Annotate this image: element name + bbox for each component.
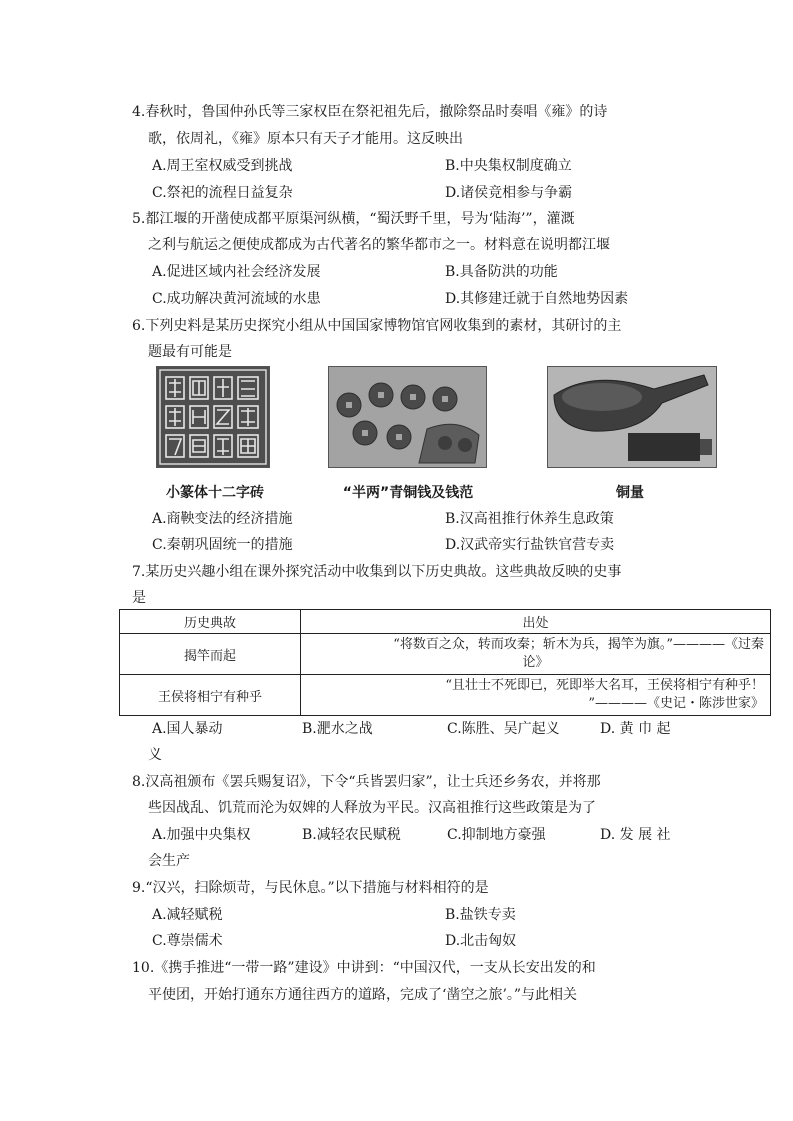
banliang-coins-image	[328, 366, 487, 468]
q8-option-a: A.加强中央集权	[152, 827, 251, 843]
q9-option-a: A.减轻赋税	[152, 907, 223, 923]
q6-option-d: D.汉武帝实行盐铁官营专卖	[445, 537, 615, 553]
q8-option-c: C.抑制地方豪强	[447, 827, 546, 843]
q5-option-b: B.具备防洪的功能	[445, 264, 558, 280]
caption-banliang-coins: “半两”青铜钱及钱范	[342, 485, 474, 501]
q7-option-a: A.国人暴动	[152, 721, 223, 737]
q5-stem-line2: 之利与航运之便使成都成为古代著名的繁华都市之一。材料意在说明都江堰	[148, 237, 610, 253]
q6-option-c: C.秦朝巩固统一的措施	[152, 537, 293, 553]
q8-stem-line2: 些因战乱、饥荒而沦为奴婢的人释放为平民。汉高祖推行这些政策是为了	[148, 800, 596, 816]
q8-stem-line1: 8.汉高祖颁布《罢兵赐复诏》，下令“兵皆罢归家”，让士兵还乡务农，并将那	[132, 774, 601, 790]
row2-allusion: 王侯将相宁有种乎	[120, 675, 301, 716]
q5-stem-line1: 5.都江堰的开凿使成都平原渠河纵横，“蜀沃野千里，号为‘陆海’”，灌溉	[132, 211, 575, 227]
historical-allusion-table	[119, 609, 771, 716]
q6-option-b: B.汉高祖推行休养生息政策	[445, 511, 614, 527]
row2-source-line2: ”————《史记・陈涉世家》	[588, 696, 764, 711]
q7-stem-line2: 是	[132, 590, 146, 606]
row1-source-line1: “将数百之众，转而攻秦；斩木为兵，揭竿为旗。”————《过秦	[393, 637, 764, 652]
q9-option-b: B.盐铁专卖	[445, 907, 516, 923]
seal-script-brick-image	[156, 366, 270, 468]
row2-source-line1: “且壮士不死即已，死即举大名耳，王侯将相宁有种乎！	[445, 678, 764, 693]
q5-option-a: A.促进区域内社会经济发展	[152, 264, 321, 280]
row1-allusion: 揭竿而起	[120, 634, 301, 675]
table-row	[120, 634, 771, 675]
header-source: 出处	[301, 610, 771, 634]
q9-stem-line1: 9.“汉兴，扫除烦苛，与民休息。”以下措施与材料相符的是	[132, 880, 489, 896]
q4-option-c: C.祭祀的流程日益复杂	[152, 185, 293, 201]
q9-option-d: D.北击匈奴	[445, 933, 517, 949]
q4-stem-line1: 4.春秋时，鲁国仲孙氏等三家权臣在祭祀祖先后，撤除祭品时奏唱《雍》的诗	[132, 104, 608, 120]
q7-option-d-cont: 义	[148, 747, 162, 763]
caption-seal-brick: 小篆体十二字砖	[166, 485, 264, 501]
caption-bronze-measure: 铜量	[616, 485, 644, 501]
row2-source	[301, 675, 771, 716]
q9-option-c: C.尊崇儒术	[152, 933, 223, 949]
q10-stem-line2: 平使团，开始打通东方通往西方的道路，完成了‘凿空之旅’。”与此相关	[148, 987, 578, 1003]
q4-option-b: B.中央集权制度确立	[445, 158, 572, 174]
q4-option-a: A.周王室权威受到挑战	[152, 158, 293, 174]
table-header-row	[120, 610, 771, 634]
q7-option-c: C.陈胜、吴广起义	[447, 721, 560, 737]
q10-stem-line1: 10.《携手推进“一带一路”建设》中讲到：“中国汉代，一支从长安出发的和	[132, 960, 596, 976]
q6-option-a: A.商鞅变法的经济措施	[152, 511, 293, 527]
table-row	[120, 675, 771, 716]
bronze-measure-image	[547, 366, 717, 468]
q7-option-d: D. 黄 巾 起	[600, 721, 671, 737]
q7-option-b: B.淝水之战	[302, 721, 373, 737]
q5-option-c: C.成功解决黄河流域的水患	[152, 291, 321, 307]
q4-stem-line2: 歌，依周礼，《雍》原本只有天子才能用。这反映出	[148, 131, 463, 147]
q5-option-d: D.其修建迁就于自然地势因素	[445, 291, 629, 307]
q6-stem-line1: 6.下列史料是某历史探究小组从中国国家博物馆官网收集到的素材，其研讨的主	[132, 318, 622, 334]
header-allusion: 历史典故	[120, 610, 301, 634]
row1-source-line2: 论》	[522, 655, 549, 670]
q8-option-b: B.减轻农民赋税	[302, 827, 401, 843]
q8-option-d: D. 发 展 社	[600, 827, 671, 843]
q4-option-d: D.诸侯竞相参与争霸	[445, 185, 573, 201]
row1-source	[301, 634, 771, 675]
q7-stem-line1: 7.某历史兴趣小组在课外探究活动中收集到以下历史典故。这些典故反映的史事	[132, 564, 622, 580]
q8-option-d-cont: 会生产	[148, 853, 190, 869]
q6-stem-line2: 题最有可能是	[148, 344, 232, 360]
